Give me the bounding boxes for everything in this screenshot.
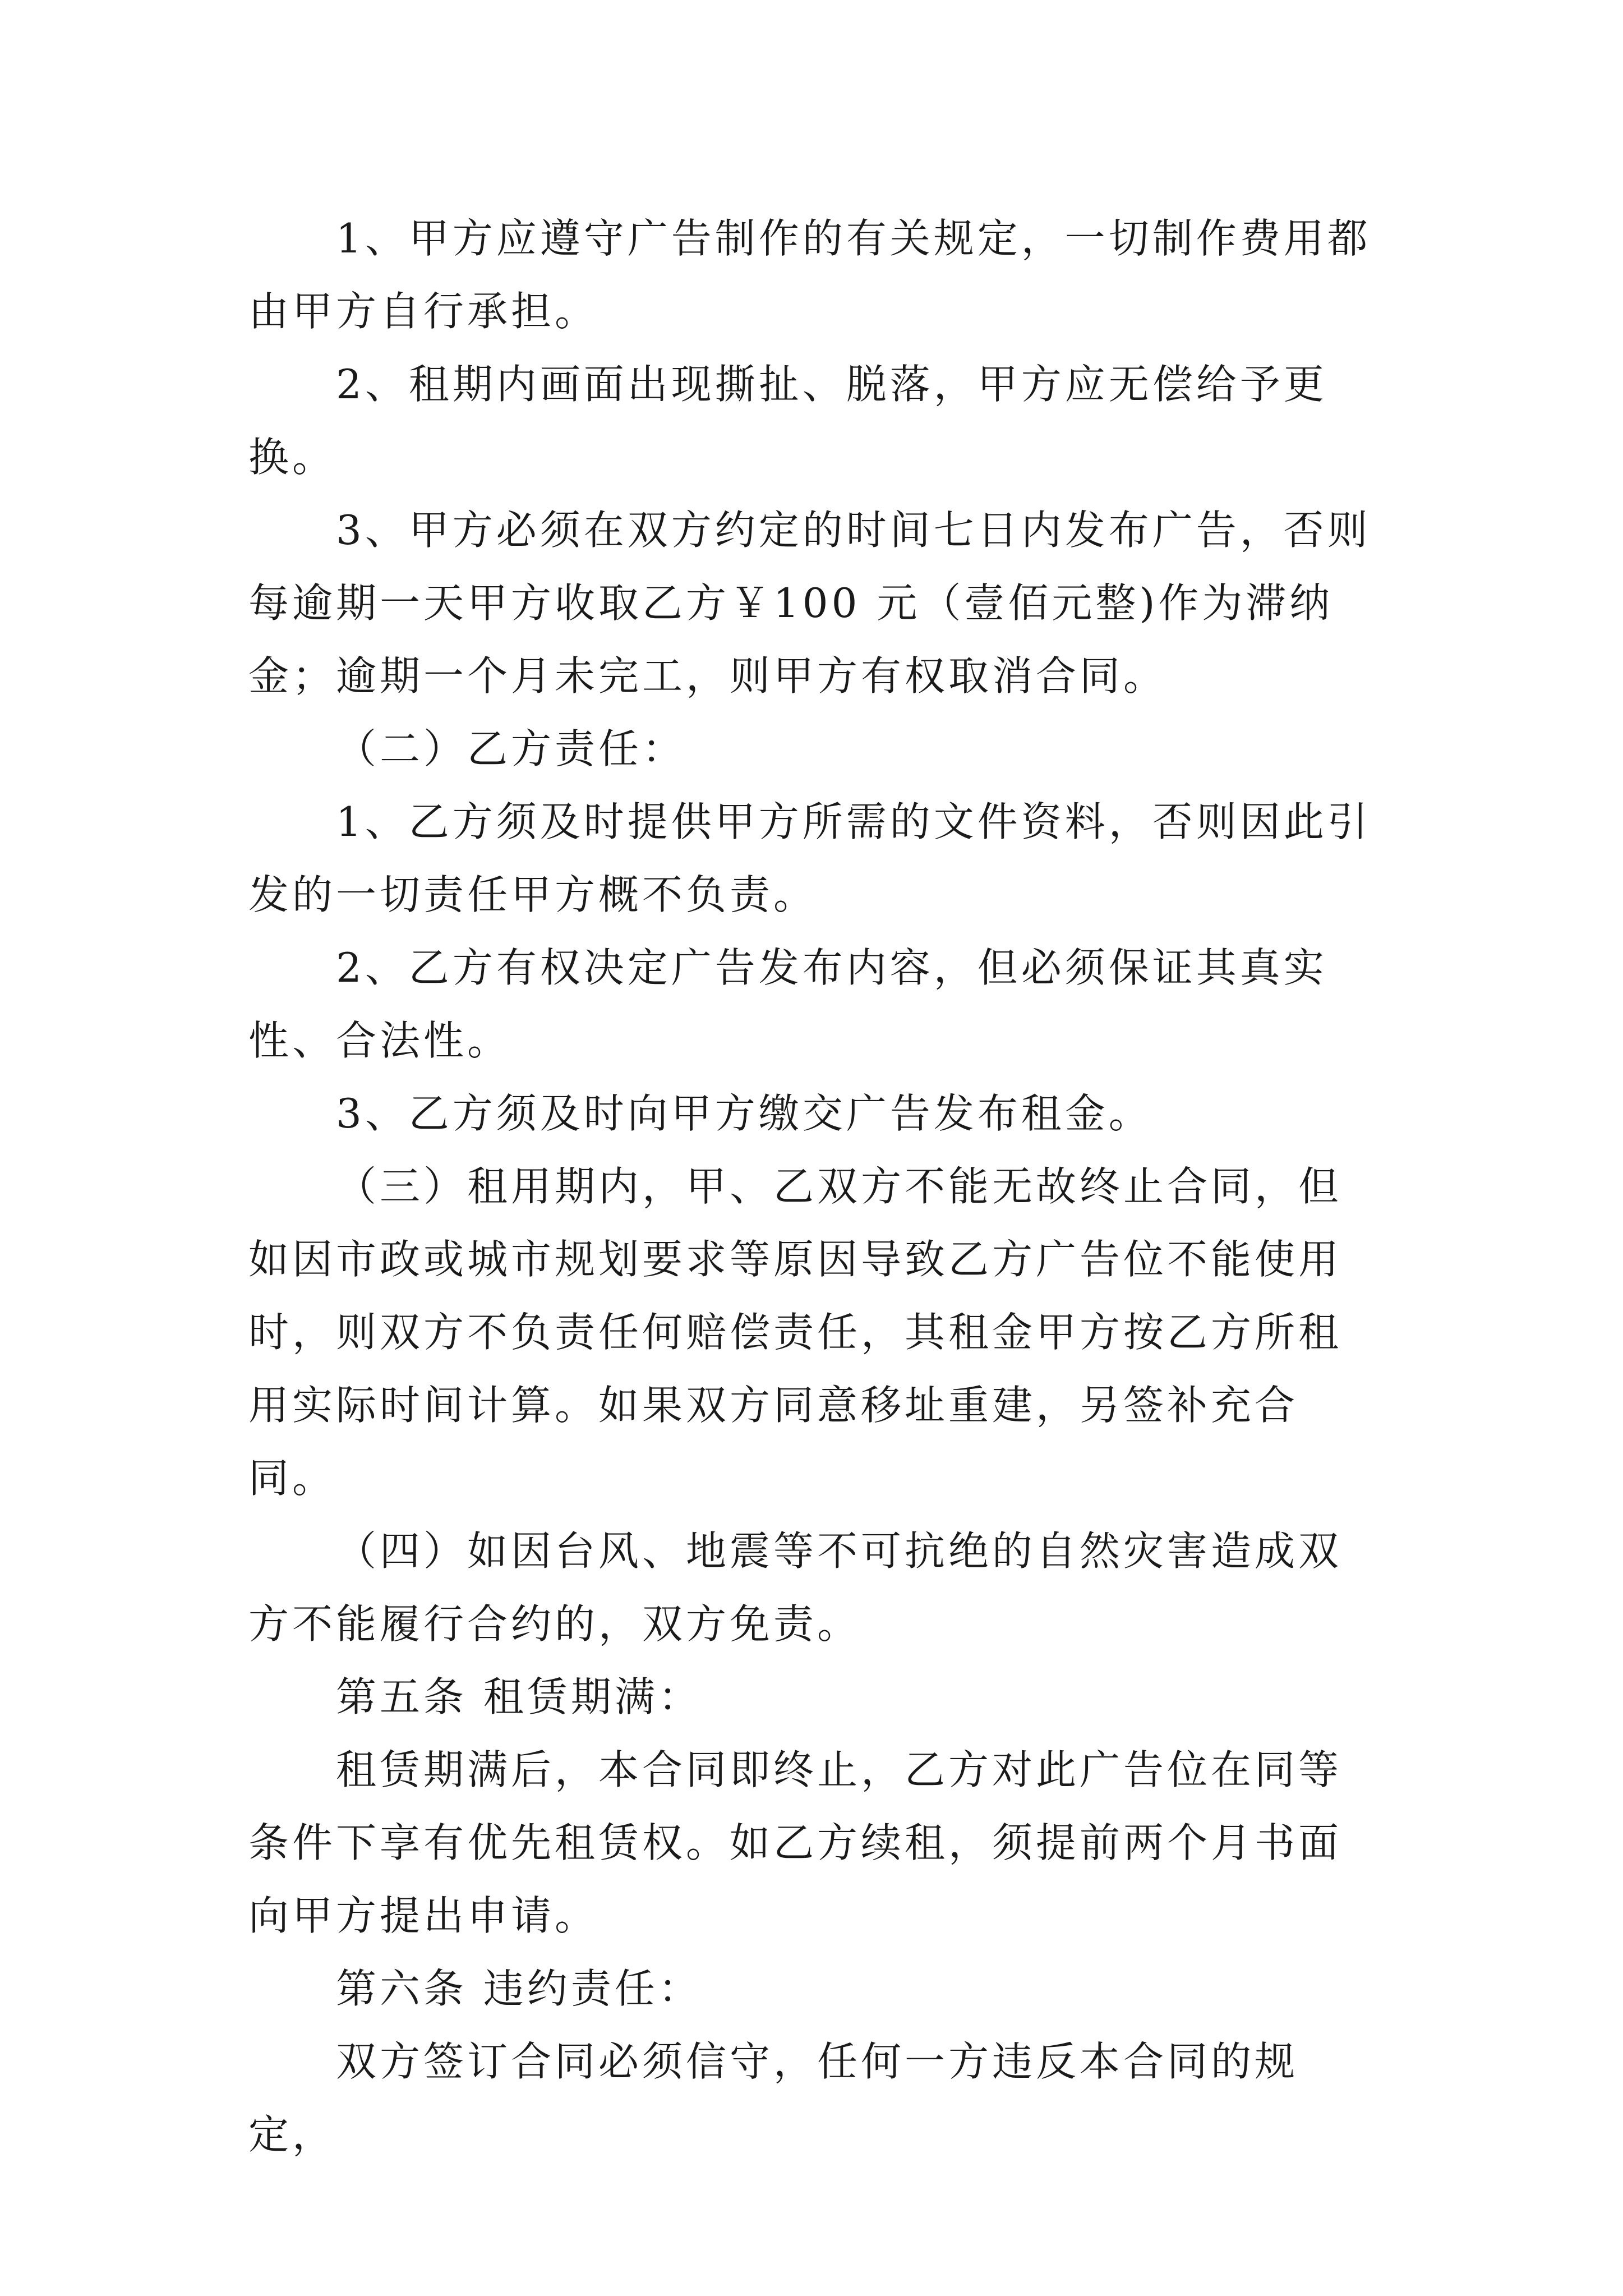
clause-paragraph: 1、甲方应遵守广告制作的有关规定，一切制作费用都由甲方自行承担。 [248,215,1371,335]
article-heading: 第五条 租赁期满： [336,1673,702,1720]
clause-paragraph: 2、租期内画面出现撕扯、脱落，甲方应无偿给予更换。 [248,361,1327,481]
clause-paragraph: 双方签订合同必须信守，任何一方违反本合同的规定， [248,2038,1299,2158]
section-heading: （二）乙方责任： [336,725,686,772]
clause-paragraph: 3、甲方必须在双方约定的时间七日内发布广告，否则每逾期一天甲方收取乙方￥100 元（壹佰元整)作为滞纳金；逾期一个月未完工，则甲方有权取消合同。 [248,507,1371,700]
clause-paragraph: （四）如因台风、地震等不可抗绝的自然灾害造成双方不能履行合约的，双方免责。 [248,1527,1343,1648]
clause-paragraph: （三）租用期内，甲、乙双方不能无故终止合同，但如因市政或城市规划要求等原因导致乙方广告位不能使用时，则双方不负责任何赔偿责任，其租金甲方按乙方所租用实际时间计算。如果双方同意移址重建，另签补充合同。 [248,1163,1343,1502]
clause-paragraph: 租赁期满后，本合同即终止，乙方对此广告位在同等条件下享有优先租赁权。如乙方续租，须提前两个月书面向甲方提出申请。 [248,1746,1343,1939]
article-heading: 第六条 违约责任： [336,1965,702,2012]
clause-paragraph: 2、乙方有权决定广告发布内容，但必须保证其真实性、合法性。 [248,944,1327,1064]
document-body [248,202,1381,2171]
clause-paragraph: 1、乙方须及时提供甲方所需的文件资料，否则因此引发的一切责任甲方概不负责。 [248,798,1371,918]
clause-paragraph: 3、乙方须及时向甲方缴交广告发布租金。 [336,1090,1152,1137]
